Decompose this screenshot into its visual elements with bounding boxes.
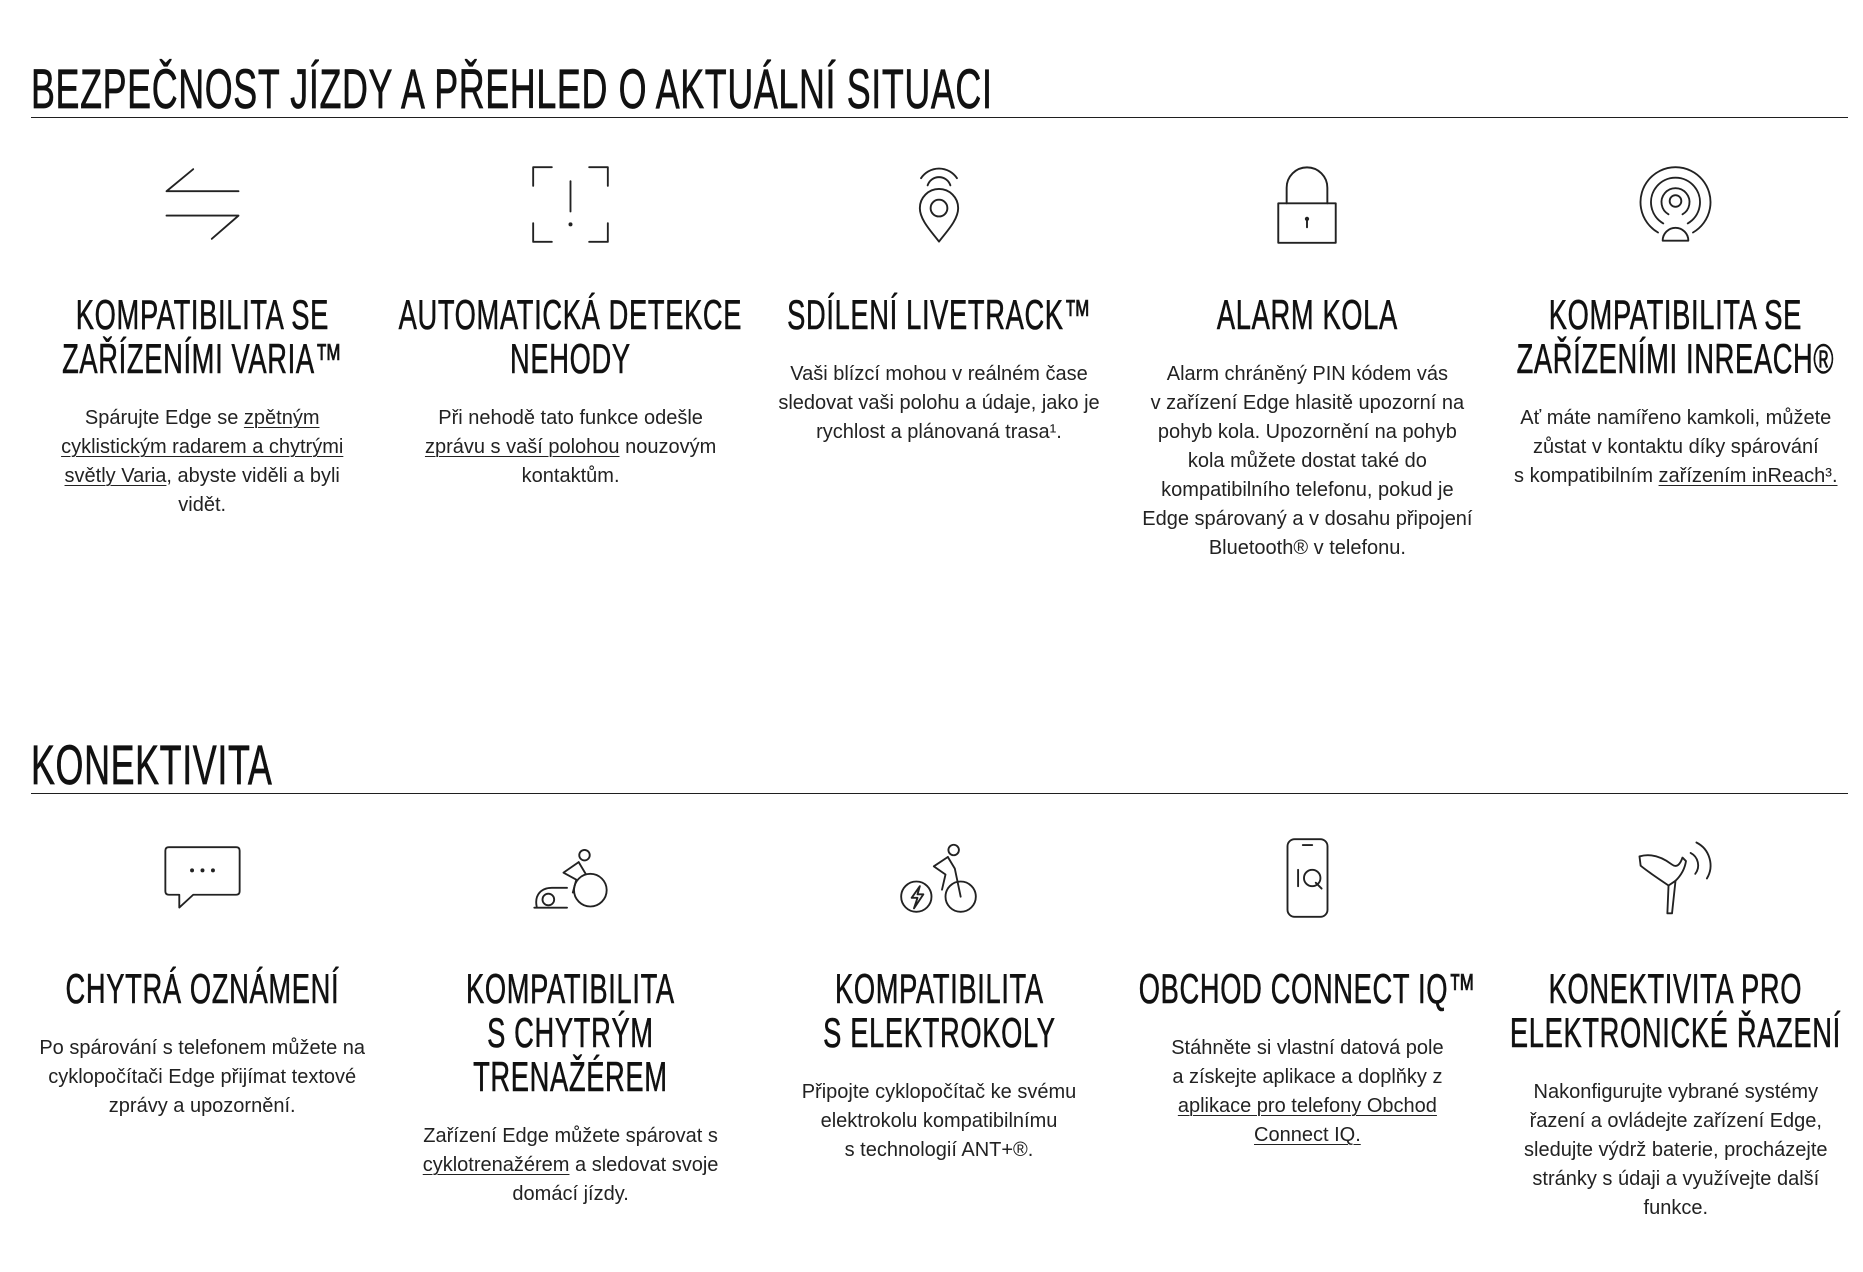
feature-description: [755, 1078, 1123, 1165]
location-signal-icon: [915, 165, 963, 244]
feature-icon-wrap: [1123, 838, 1491, 918]
feature-title: ALARM KOLA: [1216, 291, 1398, 338]
feature-icon-wrap: [1492, 164, 1860, 244]
feature-title: CHYTRÁ OZNÁMENÍ: [65, 965, 340, 1012]
description-text: Připojte cyklopočítač ke svému elektrokolu kompatibilnímu s technologií ANT+®.: [801, 1081, 1077, 1161]
feature-title: KOMPATIBILITA S CHYTRÝM TRENAŽÉREM: [466, 965, 675, 1100]
feature-description: [18, 404, 386, 520]
feature-description: [386, 404, 754, 491]
connect-iq-icon: [1286, 838, 1329, 918]
inreach-devices-link[interactable]: zařízením inReach³.: [1658, 465, 1838, 487]
feature-card-smart-trainer: [386, 838, 754, 1223]
section-title: BEZPEČNOST JÍZDY A PŘEHLED O AKTUÁLNÍ SITUACI: [31, 57, 993, 120]
satellite-person-icon: [1637, 166, 1714, 243]
feature-title: KOMPATIBILITA SE ZAŘÍZENÍMI VARIA™: [61, 291, 343, 382]
feature-title: SDÍLENÍ LIVETRACK™: [786, 291, 1092, 338]
description-text: Zařízení Edge můžete spárovat s: [423, 1125, 718, 1147]
description-text: nouzovým kontaktům.: [521, 436, 717, 487]
feature-card-connect-iq: [1123, 838, 1491, 1223]
feature-description: [1492, 404, 1860, 491]
description-text: Stáhněte si vlastní datová pole a získejte aplikace a doplňky z: [1171, 1037, 1444, 1088]
feature-icon-wrap: [386, 838, 754, 918]
varia-devices-link[interactable]: zpětným cyklistickým radarem a chytrými světly Varia: [61, 407, 344, 487]
feature-icon-wrap: [18, 164, 386, 244]
section-title: KONEKTIVITA: [31, 733, 273, 796]
description-text: Nakonfigurujte vybrané systémy řazení a ovládejte zařízení Edge, sledujte výdrž baterie, procházejte stránky s údaji a využívejte další funkce.: [1524, 1081, 1828, 1219]
safety-features-row: [18, 164, 1860, 563]
chat-bubble-icon: [164, 846, 241, 911]
feature-card-incident-detection: [386, 164, 754, 563]
description-text: Alarm chráněný PIN kódem vás v zařízení Edge hlasitě upozorní na pohyb kola. Upozornění na pohyb kola můžete dostat také do kompatibilního telefonu, pokud je Edge spárovaný a v dosahu připojení Bluetooth® v telefonu.: [1142, 363, 1473, 559]
feature-card-inreach: [1492, 164, 1860, 563]
feature-description: [1123, 360, 1491, 563]
feature-card-bike-alarm: [1123, 164, 1491, 563]
feature-icon-wrap: [755, 838, 1123, 918]
description-text: Vaši blízcí mohou v reálném čase sledovat vaši polohu a údaje, jako je rychlost a plánovaná trasa¹.: [778, 363, 1100, 443]
connectivity-features-row: [18, 838, 1860, 1223]
feature-title: KONEKTIVITA PRO ELEKTRONICKÉ ŘAZENÍ: [1510, 965, 1842, 1056]
feature-card-ebike: [755, 838, 1123, 1223]
feature-icon-wrap: [755, 164, 1123, 244]
description-text: Ať máte namířeno kamkoli, můžete zůstat v kontaktu díky spárování s kompatibilním: [1514, 407, 1832, 487]
shifting-icon: [1637, 839, 1714, 918]
e-bike-icon: [900, 843, 977, 913]
feature-card-varia: [18, 164, 386, 563]
connectivity-section-heading: [31, 733, 1848, 796]
feature-description: [18, 1034, 386, 1121]
feature-card-smart-notifications: [18, 838, 386, 1223]
smart-trainer-icon: [532, 848, 609, 909]
feature-title: KOMPATIBILITA SE ZAŘÍZENÍMI INREACH®: [1517, 291, 1835, 382]
description-text: , abyste viděli a byli vidět.: [166, 465, 340, 516]
bike-trainer-link[interactable]: cyklotrenažérem: [422, 1154, 570, 1176]
description-text: Při nehodě tato funkce odešle: [438, 407, 703, 429]
feature-title: KOMPATIBILITA S ELEKTROKOLY: [822, 965, 1056, 1056]
safety-section-heading: [31, 57, 1848, 120]
feature-card-livetrack: [755, 164, 1123, 563]
description-text: Po spárování s telefonem můžete na cyklopočítači Edge přijímat textové zprávy a upozornění.: [39, 1037, 366, 1117]
feature-title: AUTOMATICKÁ DETEKCE NEHODY: [398, 291, 743, 382]
feature-icon-wrap: [386, 164, 754, 244]
feature-description: [386, 1122, 754, 1209]
feature-card-electronic-shifting: [1492, 838, 1860, 1223]
feature-icon-wrap: [1492, 838, 1860, 918]
feature-title: OBCHOD CONNECT IQ™: [1138, 965, 1477, 1012]
feature-description: [1123, 1034, 1491, 1150]
arrows-swap-icon: [164, 168, 241, 240]
connect-iq-app-link[interactable]: aplikace pro telefony Obchod Connect IQ.: [1177, 1095, 1437, 1146]
lock-icon: [1277, 165, 1337, 244]
feature-icon-wrap: [18, 838, 386, 918]
location-message-link[interactable]: zprávu s vaší polohou: [424, 436, 620, 458]
feature-icon-wrap: [1123, 164, 1491, 244]
feature-description: [755, 360, 1123, 447]
feature-description: [1492, 1078, 1860, 1223]
incident-alert-icon: [532, 166, 609, 243]
description-text: Spárujte Edge se: [84, 407, 244, 429]
description-text: a sledovat svoje domácí jízdy.: [512, 1154, 719, 1205]
